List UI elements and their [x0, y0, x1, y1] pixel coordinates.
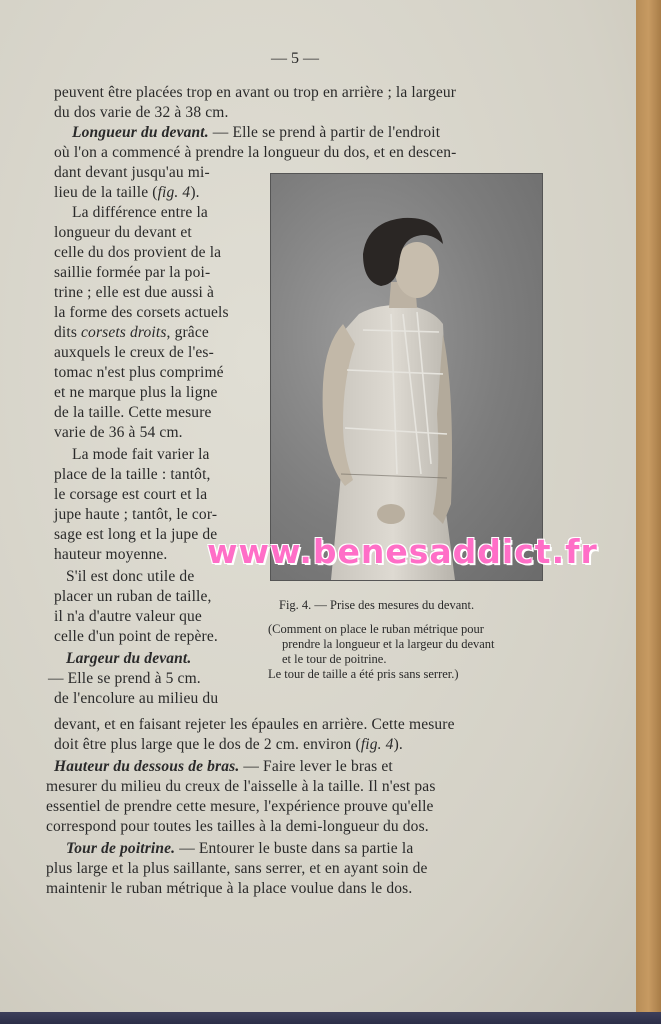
fig-ref: fig. 4 [157, 184, 191, 201]
text-line: celle d'un point de repère. [54, 628, 218, 645]
text-span: ). [190, 184, 200, 201]
figure-caption-line: (Comment on place le ruban métrique pour [268, 622, 484, 636]
text-line: auxquels le creux de l'es- [54, 344, 214, 361]
text-line: — Elle se prend à 5 cm. [48, 670, 201, 687]
text-line [54, 322, 209, 343]
italic-term: corsets droits [81, 324, 167, 341]
text-line: de la taille. Cette mesure [54, 404, 212, 421]
woman-measuring-illustration [271, 174, 542, 580]
text-line [66, 838, 413, 859]
text-line [72, 122, 440, 143]
text-line: essentiel de prendre cette mesure, l'expérience prouve qu'elle [46, 798, 434, 815]
text-span: lieu de la taille ( [54, 184, 158, 201]
text-line: saillie formée par la poi- [54, 264, 211, 281]
text-line: sage est long et la jupe de [54, 526, 218, 543]
figure-caption-line: prendre la longueur et la largeur du devant [282, 637, 495, 651]
figure-caption-title: Fig. 4. — Prise des mesures du devant. [279, 598, 475, 612]
text-line: jupe haute ; tantôt, le cor- [54, 506, 218, 523]
text-span: — Elle se prend à partir de l'endroit [208, 124, 441, 141]
text-line: le corsage est court et la [54, 486, 208, 503]
book-bottom-edge [0, 1012, 661, 1024]
text-line: de l'encolure au milieu du [54, 690, 219, 707]
figure-photo [271, 174, 542, 580]
text-span: — Faire lever le bras et [239, 758, 393, 775]
text-line: correspond pour toutes les tailles à la demi-longueur du dos. [46, 818, 429, 835]
fig-ref: fig. 4 [360, 736, 394, 753]
text-line: trine ; elle est due aussi à [54, 284, 215, 301]
text-line [54, 756, 393, 777]
section-heading: Tour de poitrine. [66, 840, 176, 857]
text-line: dant devant jusqu'au mi- [54, 164, 210, 181]
watermark: www.benesaddict.fr [207, 532, 598, 571]
text-line: il n'a d'autre valeur que [54, 608, 202, 625]
text-line: la forme des corsets actuels [54, 304, 229, 321]
text-line: longueur du devant et [54, 224, 192, 241]
text-line: peuvent être placées trop en avant ou trop en arrière ; la largeur [54, 84, 457, 101]
text-span: doit être plus large que le dos de 2 cm. environ ( [54, 736, 361, 753]
text-line: tomac n'est plus comprimé [54, 364, 224, 381]
figure-caption-line: Le tour de taille a été pris sans serrer.) [268, 667, 459, 681]
text-line: et ne marque plus la ligne [54, 384, 218, 401]
section-heading: Longueur du devant. [72, 124, 209, 141]
figure-caption-line: et le tour de poitrine. [282, 652, 387, 666]
text-line: plus large et la plus saillante, sans serrer, et en ayant soin de [46, 860, 428, 877]
page-number: — 5 — [271, 50, 319, 67]
text-line: où l'on a commencé à prendre la longueur du dos, et en descen- [54, 144, 457, 161]
text-line: hauteur moyenne. [54, 546, 168, 563]
text-line: La différence entre la [72, 204, 208, 221]
section-heading: Largeur du devant. [66, 650, 192, 667]
section-heading: Hauteur du dessous de bras. [54, 758, 240, 775]
text-span: ). [393, 736, 403, 753]
text-line: S'il est donc utile de [66, 568, 195, 585]
text-line: du dos varie de 32 à 38 cm. [54, 104, 229, 121]
text-line: celle du dos provient de la [54, 244, 222, 261]
text-line: varie de 36 à 54 cm. [54, 424, 183, 441]
text-span: dits [54, 324, 82, 341]
text-line: devant, et en faisant rejeter les épaules en arrière. Cette mesure [54, 716, 455, 733]
text-span: , grâce [166, 324, 209, 341]
text-line: maintenir le ruban métrique à la place voulue dans le dos. [46, 880, 413, 897]
text-line [54, 182, 200, 203]
text-line [54, 734, 403, 755]
text-span: — Entourer le buste dans sa partie la [175, 840, 414, 857]
text-line: La mode fait varier la [72, 446, 210, 463]
book-cover-edge [636, 0, 661, 1024]
text-line: place de la taille : tantôt, [54, 466, 211, 483]
text-line: placer un ruban de taille, [54, 588, 212, 605]
text-line: mesurer du milieu du creux de l'aisselle à la taille. Il n'est pas [46, 778, 436, 795]
